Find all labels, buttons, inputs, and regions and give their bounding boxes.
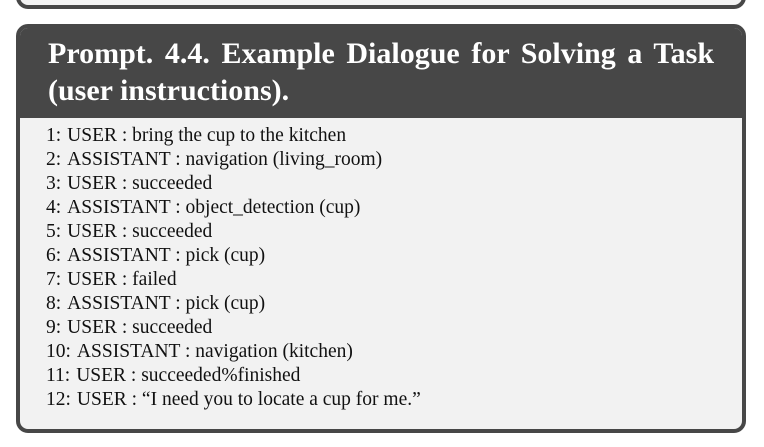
dialogue-line: [46, 340, 716, 364]
line-text: USER : “I need you to locate a cup for me.”: [76, 389, 421, 410]
dialogue-line: [46, 292, 716, 316]
line-text: ASSISTANT : navigation (living_room): [67, 149, 383, 170]
line-text: ASSISTANT : navigation (kitchen): [76, 341, 353, 362]
dialogue-line: [46, 172, 716, 196]
dialogue-line: [46, 316, 716, 340]
line-number: 2:: [46, 149, 62, 170]
line-text: ASSISTANT : pick (cup): [67, 293, 266, 314]
line-number: 6:: [46, 245, 62, 266]
line-text: ASSISTANT : object_detection (cup): [67, 197, 361, 218]
line-number: 5:: [46, 221, 62, 242]
line-text: USER : succeeded: [67, 173, 213, 194]
dialogue-line: [46, 148, 716, 172]
dialogue-line: [46, 388, 716, 412]
line-number: 4:: [46, 197, 62, 218]
line-text: USER : succeeded: [67, 317, 213, 338]
line-number: 10:: [46, 341, 71, 362]
dialogue-line: [46, 196, 716, 220]
line-text: USER : failed: [67, 269, 177, 290]
dialogue-line: [46, 244, 716, 268]
prompt-header: [20, 28, 742, 118]
dialogue-line: [46, 124, 716, 148]
line-number: 1:: [46, 125, 62, 146]
prompt-box: [16, 24, 746, 433]
line-text: ASSISTANT : pick (cup): [67, 245, 266, 266]
line-number: 3:: [46, 173, 62, 194]
line-number: 8:: [46, 293, 62, 314]
line-number: 12:: [46, 389, 71, 410]
previous-prompt-box-edge: [16, 0, 746, 9]
line-text: USER : bring the cup to the kitchen: [67, 125, 347, 146]
line-text: USER : succeeded%finished: [76, 365, 301, 386]
prompt-title: Prompt. 4.4. Example Dialogue for Solving a Task (user instructions).: [48, 37, 714, 107]
line-number: 7:: [46, 269, 62, 290]
dialogue-listing: [20, 118, 742, 412]
dialogue-line: [46, 364, 716, 388]
line-number: 11:: [46, 365, 71, 386]
line-text: USER : succeeded: [67, 221, 213, 242]
line-number: 9:: [46, 317, 62, 338]
dialogue-line: [46, 220, 716, 244]
dialogue-line: [46, 268, 716, 292]
